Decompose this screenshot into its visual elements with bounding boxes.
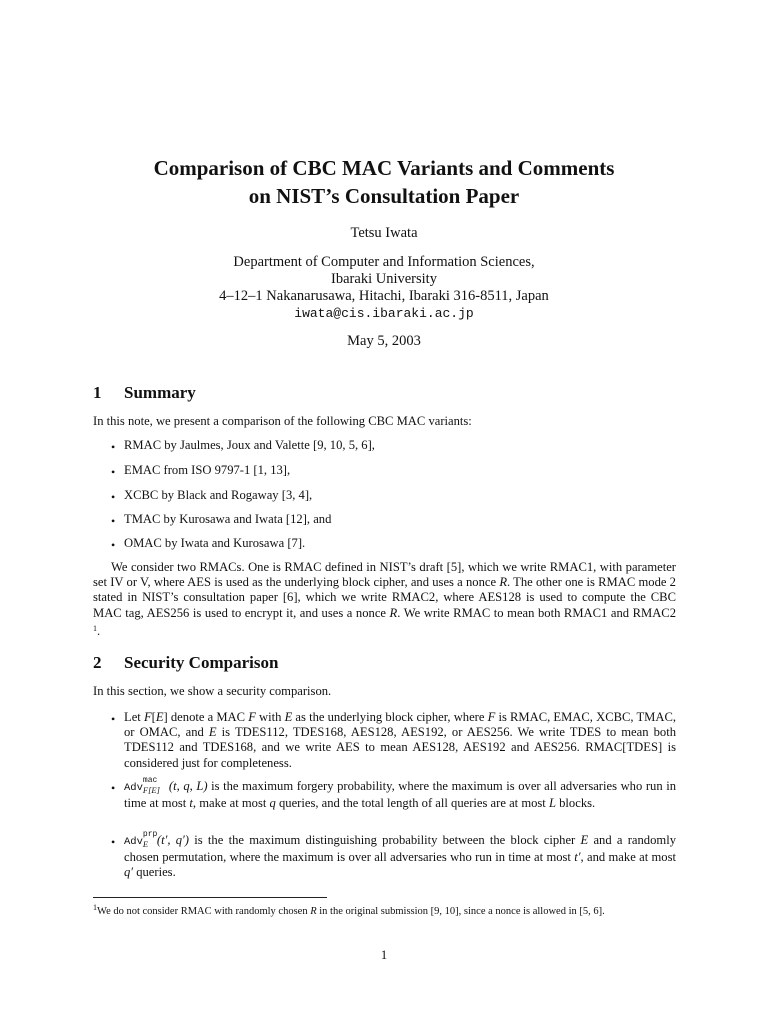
footnote-rule [93, 897, 327, 898]
bullet-marker: • [111, 781, 116, 795]
section-heading-summary [93, 383, 196, 403]
footnote-mark: 1 [93, 903, 97, 912]
math-args: (t′, q′) [156, 833, 190, 847]
math-var: R [389, 605, 398, 620]
list-item: Adv prp E (t′, q′) is the the maximum distinguishing probability between the block cipher E and a randomly chosen permutation, where the maximum is over all adversaries who run in time at most t′, and make at most q′ queries. [124, 833, 676, 881]
list-item: EMAC from ISO 9797-1 [1, 13], [124, 463, 291, 477]
bullet-marker: • [111, 514, 116, 528]
paper-date: May 5, 2003 [347, 333, 421, 349]
superscript: mac [142, 776, 158, 786]
affiliation-university: Ibaraki University [331, 271, 437, 287]
bullet-marker: • [111, 538, 116, 552]
section-title: Security Comparison [124, 653, 279, 672]
adv-scripts [142, 830, 158, 850]
section-number: 1 [93, 383, 102, 402]
footnote [93, 901, 676, 918]
footnote-mark: 1 [93, 623, 97, 633]
list-item: OMAC by Iwata and Kurosawa [7]. [124, 536, 306, 550]
paragraph-text: We consider two RMACs. One is RMAC defined in NIST’s draft [5], which we write RMAC1, with parameter set IV or V, where AES is used as the underlying block cipher, and uses a nonce [93, 560, 676, 590]
list-item: XCBC by Black and Rogaway [3, 4], [124, 488, 313, 502]
adv-scripts [142, 776, 169, 796]
subscript: F[E] [142, 785, 160, 796]
section1-paragraph [93, 560, 676, 639]
page-number: 1 [380, 948, 388, 962]
section2-intro: In this section, we show a security comparison. [93, 684, 332, 698]
section1-intro: In this note, we present a comparison of the following CBC MAC variants: [93, 414, 472, 428]
math-var: R [310, 906, 317, 917]
bullet-marker: • [111, 490, 116, 504]
math-args: (t, q, L) [168, 779, 208, 793]
list-item: Adv mac F[E] (t, q, L) is the maximum forgery probability, where the maximum is over all adversaries who run in time at most t, make at most q queries, and the total length of all queries are at most L blocks. [124, 779, 676, 811]
affiliation-address: 4–12–1 Nakanarusawa, Hitachi, Ibaraki 316-8511, Japan [219, 288, 549, 304]
footnote-text: in the original submission [9, 10], since a nonce is allowed in [5, 6]. [316, 906, 605, 917]
list-item: TMAC by Kurosawa and Iwata [12], and [124, 512, 332, 526]
paragraph-text: . We write RMAC to mean both RMAC1 and RMAC2 [397, 605, 676, 620]
list-item: Let F[E] denote a MAC F with E as the underlying block cipher, where F is RMAC, EMAC, XCBC, TMAC, or OMAC, and E is TDES112, TDES168, AES128, AES192, or AES256. We write TDES to mean both TDES112 and TDES168, and we write AES to mean AES128, AES192 and AES256. RMAC[TDES] is considered just for completeness. [124, 710, 677, 770]
paragraph-text: . [97, 623, 101, 638]
bullet-marker: • [111, 835, 116, 849]
paper-title [90, 154, 678, 210]
bullet-marker: • [111, 440, 116, 454]
author-name: Tetsu Iwata [350, 225, 418, 241]
bullet-marker: • [111, 465, 116, 479]
superscript: prp [142, 830, 158, 840]
title-line-2: on NIST’s Consultation Paper [248, 184, 520, 208]
bullet-marker: • [111, 712, 116, 726]
adv-symbol: Adv [124, 782, 143, 794]
subscript: E [142, 839, 149, 850]
adv-symbol: Adv [124, 836, 143, 848]
affiliation-department: Department of Computer and Information Sciences, [233, 254, 535, 270]
title-line-1: Comparison of CBC MAC Variants and Comments [153, 156, 615, 180]
section-title: Summary [124, 383, 196, 402]
section-heading-security-comparison [93, 653, 278, 673]
section-number: 2 [93, 653, 102, 672]
footnote-text: We do not consider RMAC with randomly chosen [97, 906, 311, 917]
paragraph-text: . The other one is RMAC mode 2 stated in NIST’s consultation paper [6], which we write RMAC2, where AES128 is used to compute the CBC MAC tag, AES256 is used to encrypt it, and uses a nonce [93, 575, 676, 620]
author-email: iwata@cis.ibaraki.ac.jp [294, 306, 474, 321]
math-var: R [499, 575, 508, 590]
list-item: RMAC by Jaulmes, Joux and Valette [9, 10, 5, 6], [124, 438, 375, 452]
